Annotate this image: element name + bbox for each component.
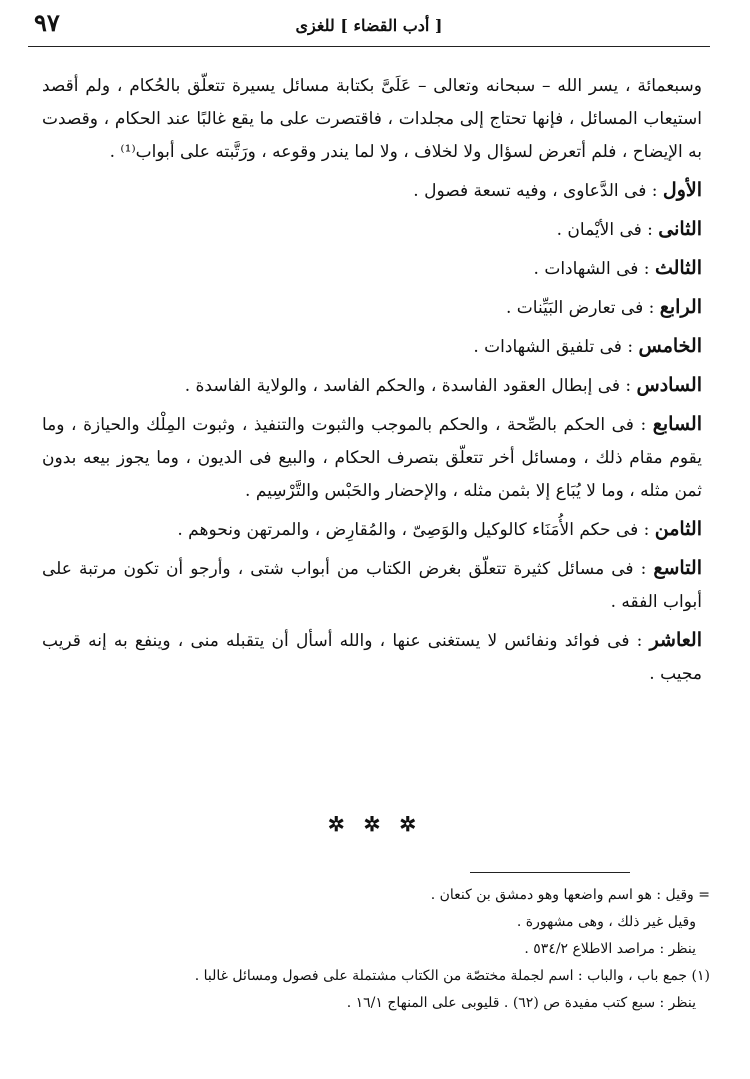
chapter-6 [42,369,702,403]
page-header [28,6,710,47]
chapter-text: : فى الشهادات . [533,259,655,279]
chapter-8 [42,513,702,547]
chapter-text: : فى تلفيق الشهادات . [473,337,639,357]
page-number: ٩٧ [34,8,60,37]
chapter-7 [42,408,702,508]
footnote-line: ينظر : سبع كتب مفيدة ص (٦٢) . قليوبى على المنهاج ١٦/١ . [346,995,696,1011]
chapter-label: الأول [662,179,702,201]
chapter-text: : فى فوائد ونفائس لا يستغنى عنها ، والله أسأل أن يتقبله منى ، وينفع به إنه قريب مجيب . [42,631,702,684]
chapter-text: : فى الأيْمان . [556,220,659,240]
footnote-rule [470,872,630,873]
chapter-1 [42,174,702,208]
section-separator: ✲ ✲ ✲ [327,812,423,836]
chapter-text: : فى مسائل كثيرة تتعلّق بغرض الكتاب من أبواب شتى ، وأرجو أن تكون مرتبة على أبواب الفقه . [42,559,702,612]
chapter-5 [42,330,702,364]
chapter-text: : فى حكم الأُمَنَاء كالوكيل والوَصِىّ ، والمُقارِض ، والمرتهن ونحوهم . [177,520,655,540]
chapter-4 [42,291,702,325]
chapter-9 [42,552,702,619]
footnote-line: = وقيل : هو اسم واضعها وهو دمشق بن كنعان . [430,887,710,903]
chapter-10 [42,624,702,691]
body-text [42,70,702,691]
chapter-label: السابع [652,413,702,435]
intro-paragraph: وسبعمائة ، يسر الله – سبحانه وتعالى – عَلَىَّ بكتابة مسائل يسيرة تتعلّق بالحُكام ، ولم أقصد استيعاب المسائل ، فإنها تحتاج إلى مجلدات ، فاقتصرت على ما يقع غالبًا عند الحكام ، وقصدت به الإيضاح ، فلم أتعرض لسؤال ولا لخلاف ، ولا لما يندر وقوعه ، ورَتَّبته على أبواب⁽¹⁾ . [42,76,702,162]
running-title: [ أدب القضاء ] للغزى [295,16,443,35]
footnote-line: (١) جمع باب ، والباب : اسم لجملة مختصّة من الكتاب مشتملة على فصول ومسائل غالبا . [194,968,710,984]
chapter-text: : فى تعارض البَيِّنات . [505,298,660,318]
footnotes [60,884,710,1019]
chapter-label: العاشر [649,629,702,651]
chapter-label: الرابع [659,296,702,318]
chapter-text: : فى الحكم بالصِّحة ، والحكم بالموجب والثبوت والتنفيذ ، وثبوت المِلْك والحيازة ، وما يقوم مقام ذلك ، ومسائل أخر تتعلّق بتصرف الحكام ، والبيع فى الديون ، وما يجوز بيعه بدون ثمن مثله ، وما لا يُبَاع إلا بثمن مثله ، والإحضار والحَبْس والتَّرْسِيم . [42,415,702,501]
chapter-label: السادس [636,374,702,396]
chapter-label: الثانى [658,218,702,240]
chapter-label: التاسع [653,557,702,579]
chapter-text: : فى إبطال العقود الفاسدة ، والحكم الفاسد ، والولاية الفاسدة . [184,376,637,396]
chapter-label: الخامس [638,335,702,357]
chapter-text: : فى الدَّعاوى ، وفيه تسعة فصول . [413,181,663,201]
chapter-2 [42,213,702,247]
chapter-3 [42,252,702,286]
chapter-label: الثالث [654,257,702,279]
chapter-label: الثامن [654,518,702,540]
footnote-line: ينظر : مراصد الاطلاع ٥٣٤/٢ . [524,941,696,957]
footnote-line: وقيل غير ذلك ، وهى مشهورة . [516,914,696,930]
